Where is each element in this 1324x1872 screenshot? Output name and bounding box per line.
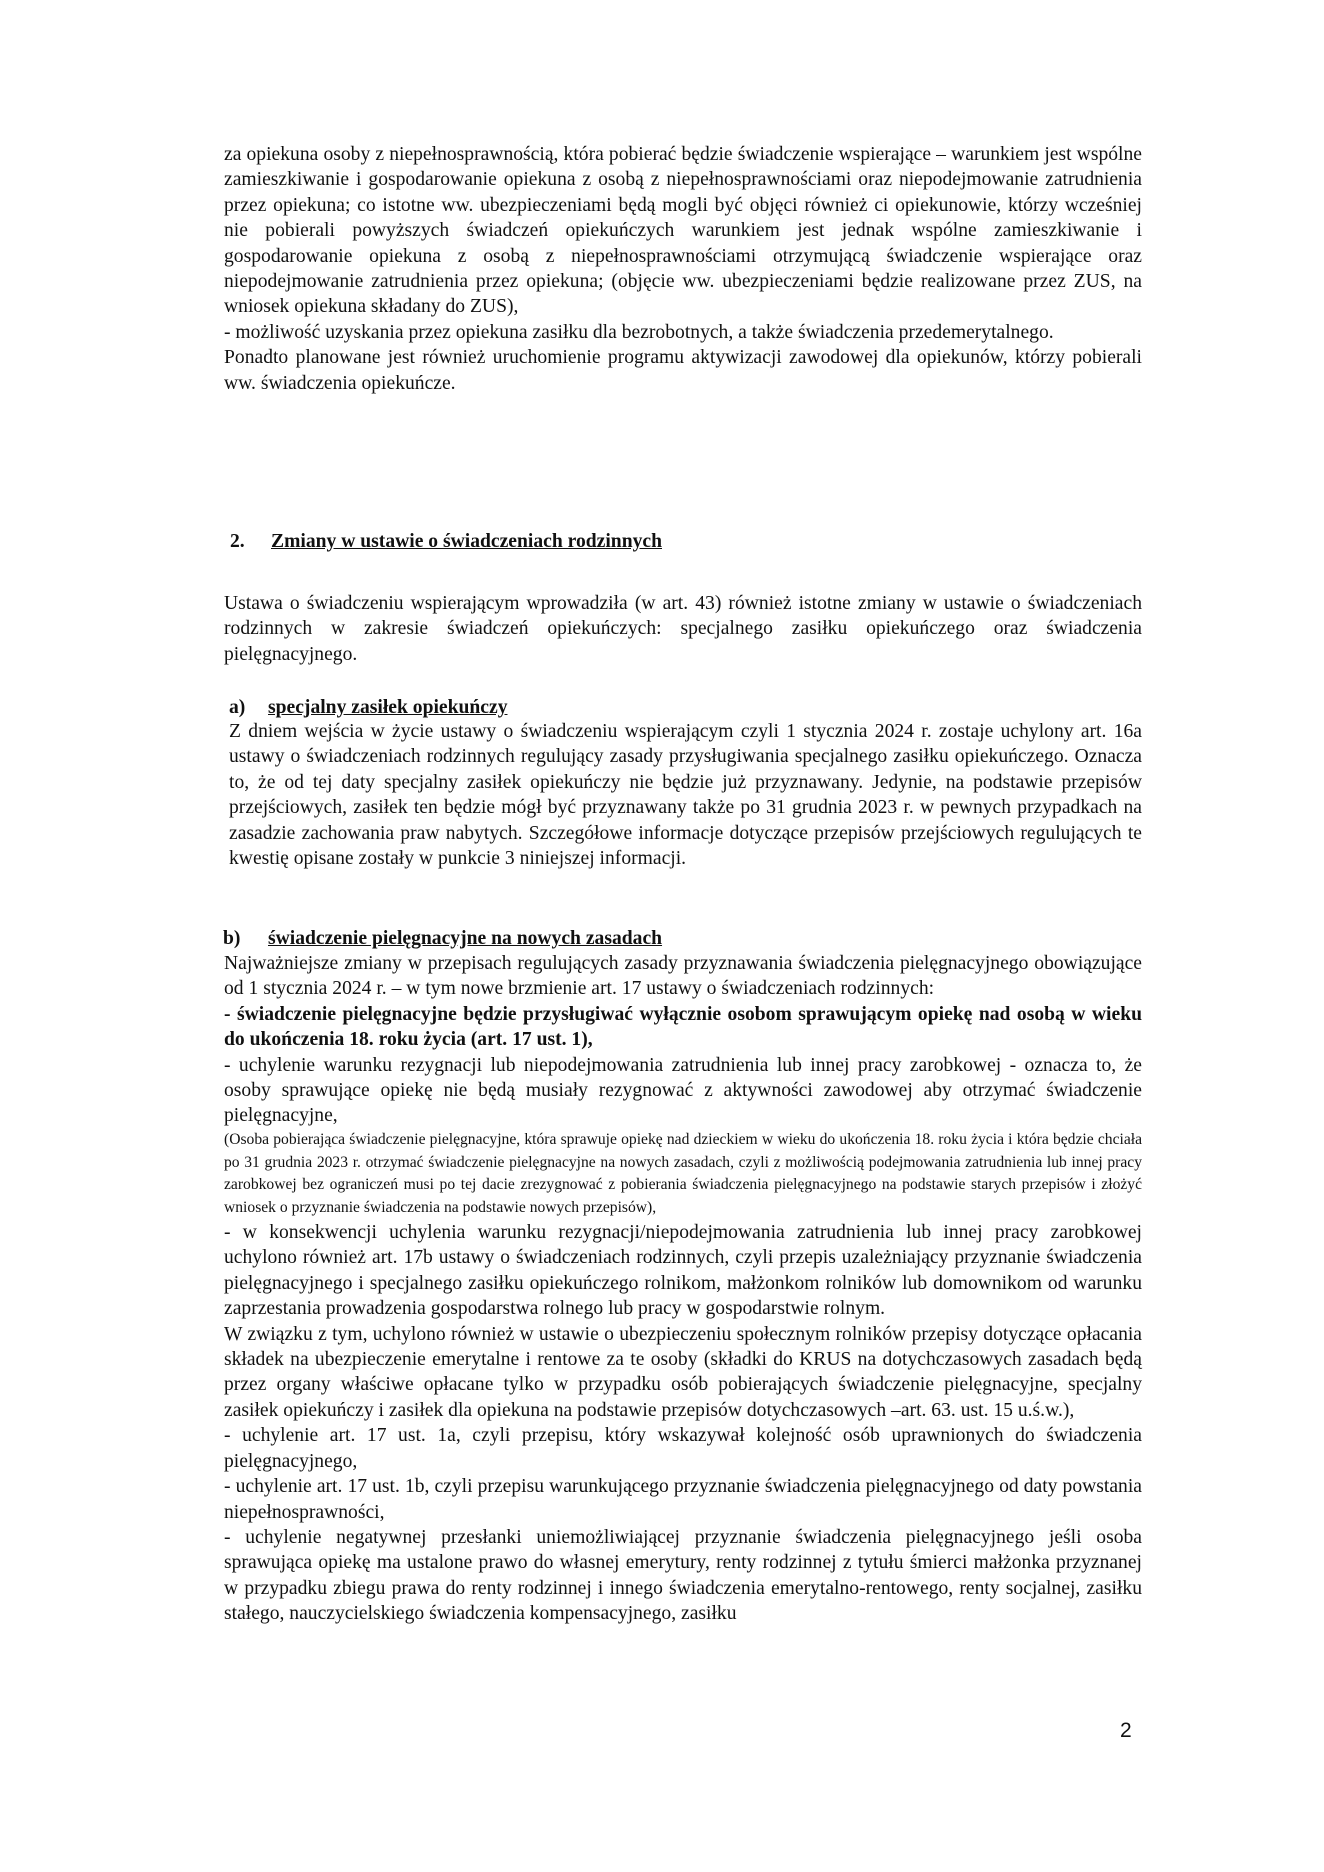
- subsection-a-text: Z dniem wejścia w życie ustawy o świadczeniu wspierającym czyli 1 stycznia 2024 r. zostaje uchylony art. 16a ustawy o świadczeniach rodzinnych regulujący zasady przysługiwania specjalnego zasiłku opiekuńczego. Oznacza to, że od tej daty specjalny zasiłek opiekuńczy nie będzie już przyznawany. Jedynie, na podstawie przepisów przejściowych, zasiłek ten będzie mógł być przyznawany także po 31 grudnia 2023 r. w pewnych przypadkach na zasadzie zachowania praw nabytych. Szczegółowe informacje dotyczące przepisów przejściowych regulujących te kwestię opisane zostały w punkcie 3 niniejszej informacji.: [229, 721, 1142, 870]
- subsection-a-block: [229, 719, 1142, 871]
- subsection-a-letter: a): [229, 697, 246, 718]
- page-number: 2: [1120, 1719, 1132, 1742]
- paragraph-activation: Ponadto planowane jest również uruchomienie programu aktywizacji zawodowej dla opiekunów, którzy pobierali ww. świadczenia opiekuńcze.: [224, 347, 1142, 394]
- item-negative-condition: - uchylenie negatywnej przesłanki uniemożliwiającej przyznanie świadczenia pielęgnacyjnego jeśli osoba sprawująca opiekę ma ustalone prawo do własnej emerytury, renty rodzinnej z tytułu śmierci małżonka przyznanej w przypadku zbiegu prawa do renty rodzinnej i innego świadczenia emerytalno-rentowego, renty socjalnej, zasiłku stałego, nauczycielskiego świadczenia kompensacyjnego, zasiłku: [224, 1526, 1142, 1625]
- item-employment-condition: - uchylenie warunku rezygnacji lub niepodejmowania zatrudnienia lub innej pracy zarobkowej - oznacza to, że osoby sprawujące opiekę nie będą musiały rezygnować z aktywności zawodowej aby otrzymać świadczenie pielęgnacyjne,: [224, 1054, 1142, 1127]
- subsection-a-heading: [229, 695, 508, 720]
- subsection-b-title: świadczenie pielęgnacyjne na nowych zasadach: [268, 928, 663, 949]
- item-art-17-1a: - uchylenie art. 17 ust. 1a, czyli przepisu, który wskazywał kolejność osób uprawnionych do świadczenia pielęgnacyjnego,: [224, 1425, 1142, 1472]
- top-text-block: [224, 142, 1142, 396]
- section-2-intro-block: [224, 591, 1142, 667]
- subsection-b-letter: b): [223, 928, 241, 949]
- bold-item-age-limit: - świadczenie pielęgnacyjne będzie przysługiwać wyłącznie osobom sprawującym opiekę nad osobą w wieku do ukończenia 18. roku życia (art. 17 ust. 1),: [224, 1003, 1142, 1051]
- paragraph-krus: W związku z tym, uchylono również w ustawie o ubezpieczeniu społecznym rolników przepisy dotyczące opłacania składek na ubezpieczenie emerytalne i rentowe za te osoby (składki do KRUS na dotychczasowych zasadach będą przez organy właściwe opłacane tylko w przypadku osób pobierających świadczenie pielęgnacyjne, specjalny zasiłek opiekuńczy i zasiłek dla opiekuna na podstawie przepisów dotychczasowych –art. 63. ust. 15 u.ś.w.),: [224, 1323, 1142, 1421]
- section-number: 2.: [230, 531, 245, 552]
- subsection-a-title: specjalny zasiłek opiekuńczy: [268, 697, 508, 718]
- subsection-b-heading: [223, 926, 662, 951]
- section-title: Zmiany w ustawie o świadczeniach rodzinnych: [271, 531, 662, 552]
- note-paragraph: (Osoba pobierająca świadczenie pielęgnacyjne, która sprawuje opiekę nad dzieckiem w wieku do ukończenia 18. roku życia i która będzie chciała po 31 grudnia 2023 r. otrzymać świadczenie pielęgnacyjne na nowych zasadach, czyli z możliwością podejmowania zatrudnienia lub innej pracy zarobkowej bez ograniczeń musi po tej dacie zrezygnować z pobierania świadczenia pielęgnacyjnego na podstawie starych przepisów i złożyć wniosek o przyznanie świadczenia na podstawie nowych przepisów),: [224, 1130, 1142, 1217]
- subsection-b-intro: Najważniejsze zmiany w przepisach regulujących zasady przyznawania świadczenia pielęgnacyjnego obowiązujące od 1 stycznia 2024 r. – w tym nowe brzmienie art. 17 ustawy o świadczeniach rodzinnych:: [224, 953, 1142, 1000]
- section-intro: Ustawa o świadczeniu wspierającym wprowadziła (w art. 43) również istotne zmiany w ustawie o świadczeniach rodzinnych w zakresie świadczeń opiekuńczych: specjalnego zasiłku opiekuńczego oraz świadczenia pielęgnacyjnego.: [224, 593, 1142, 665]
- subsection-b-block: [224, 951, 1142, 1627]
- section-2-heading: [230, 529, 662, 554]
- paragraph-unemployment: - możliwość uzyskania przez opiekuna zasiłku dla bezrobotnych, a także świadczenia przedemerytalnego.: [224, 321, 1054, 343]
- item-art-17-1b: - uchylenie art. 17 ust. 1b, czyli przepisu warunkującego przyznanie świadczenia pielęgnacyjnego od daty powstania niepełnosprawności,: [224, 1476, 1142, 1523]
- paragraph-insurance: za opiekuna osoby z niepełnosprawnością, która pobierać będzie świadczenie wspierające – warunkiem jest wspólne zamieszkiwanie i gospodarowanie opiekuna z osobą z niepełnosprawnościami oraz niepodejmowanie zatrudnienia przez opiekuna; co istotne ww. ubezpieczeniami będą mogli być objęci również ci opiekunowie, którzy wcześniej nie pobierali powyższych świadczeń opiekuńczych warunkiem jest jednak wspólne zamieszkiwanie i gospodarowanie opiekuna z osobą z niepełnosprawnościami otrzymującą świadczenie wspierające oraz niepodejmowanie zatrudnienia przez opiekuna; (objęcie ww. ubezpieczeniami będzie realizowane przez ZUS, na wniosek opiekuna składany do ZUS),: [224, 144, 1142, 318]
- item-art-17b: - w konsekwencji uchylenia warunku rezygnacji/niepodejmowania zatrudnienia lub innej pracy zarobkowej uchylono również art. 17b ustawy o świadczeniach rodzinnych, czyli przepis uzależniający przyznanie świadczenia pielęgnacyjnego i specjalnego zasiłku opiekuńczego rolnikom, małżonkom rolników lub domownikom od warunku zaprzestania prowadzenia gospodarstwa rolnego lub pracy w gospodarstwie rolnym.: [224, 1222, 1142, 1320]
